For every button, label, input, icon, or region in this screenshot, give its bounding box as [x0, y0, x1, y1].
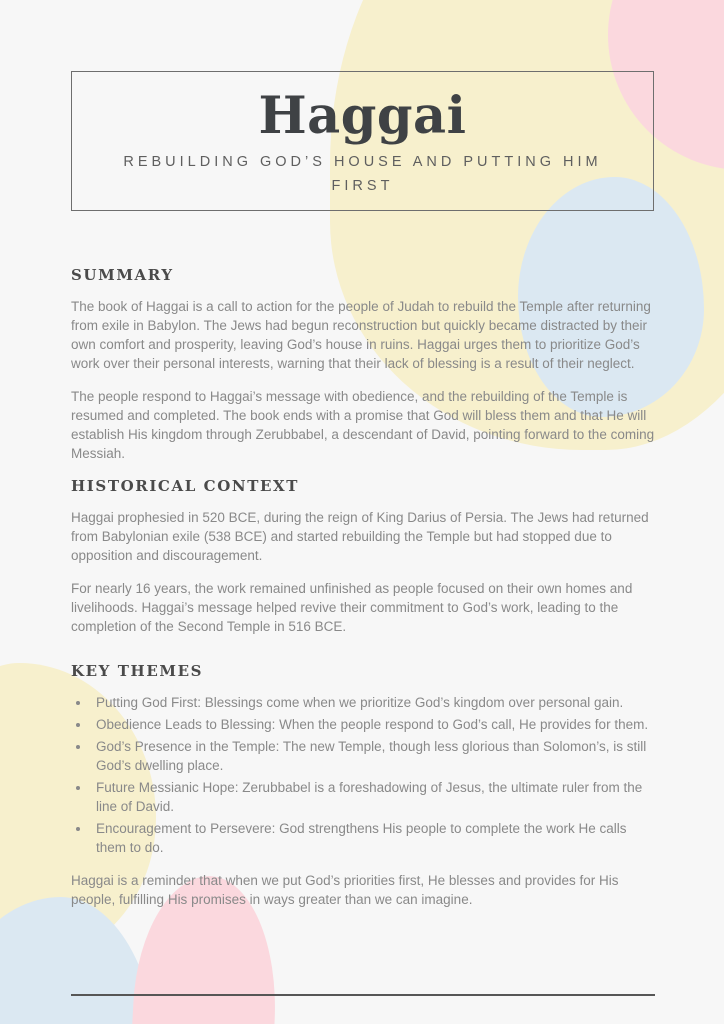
section-heading-summary: SUMMARY	[71, 266, 174, 284]
section-heading-key-themes: KEY THEMES	[71, 662, 204, 680]
document-body	[71, 266, 657, 923]
paragraph: The people respond to Haggai’s message with obedience, and the rebuilding of the Temple is resumed and completed. The book ends with a promise that God will bless them and that He will establish His kingdom through Zerubbabel, a descendant of David, pointing forward to the coming Messiah.	[71, 389, 655, 461]
list-item: • Obedience Leads to Blessing: When the people respond to God’s call, He provides for them.	[91, 715, 657, 734]
list-item: • Encouragement to Persevere: God strengthens His people to complete the work He calls them to do.	[91, 819, 657, 857]
page-title: Haggai	[258, 86, 467, 146]
paragraph: The book of Haggai is a call to action for the people of Judah to rebuild the Temple after returning from exile in Babylon. The Jews had begun reconstruction but quickly became distracted by their own comfort and prosperity, leaving God’s house in ruins. Haggai urges them to prioritize God’s work over their personal interests, warning that their lack of blessing is a result of their neglect.	[71, 299, 651, 371]
closing-paragraph: Haggai is a reminder that when we put God’s priorities first, He blesses and provides for His people, fulfilling His promises in ways greater than we can imagine.	[71, 873, 619, 907]
list-item: • God’s Presence in the Temple: The new Temple, though less glorious than Solomon’s, is still God’s dwelling place.	[91, 737, 657, 775]
section-heading-historical-context: HISTORICAL CONTEXT	[71, 477, 299, 495]
list-item: • Putting God First: Blessings come when we prioritize God’s kingdom over personal gain.	[91, 693, 657, 712]
key-themes-list	[71, 693, 657, 857]
page-subtitle: REBUILDING GOD’S HOUSE AND PUTTING HIM FIRST	[123, 154, 602, 194]
paragraph: Haggai prophesied in 520 BCE, during the reign of King Darius of Persia. The Jews had returned from Babylonian exile (538 BCE) and started rebuilding the Temple but had stopped due to opposition and discouragement.	[71, 510, 649, 563]
paragraph: For nearly 16 years, the work remained unfinished as people focused on their own homes and livelihoods. Haggai’s message helped revive their commitment to God’s work, leading to the completion of the Second Temple in 516 BCE.	[71, 581, 633, 634]
title-box	[71, 71, 654, 211]
list-item: • Future Messianic Hope: Zerubbabel is a foreshadowing of Jesus, the ultimate ruler from the line of David.	[91, 778, 657, 816]
bottom-divider	[71, 994, 655, 996]
